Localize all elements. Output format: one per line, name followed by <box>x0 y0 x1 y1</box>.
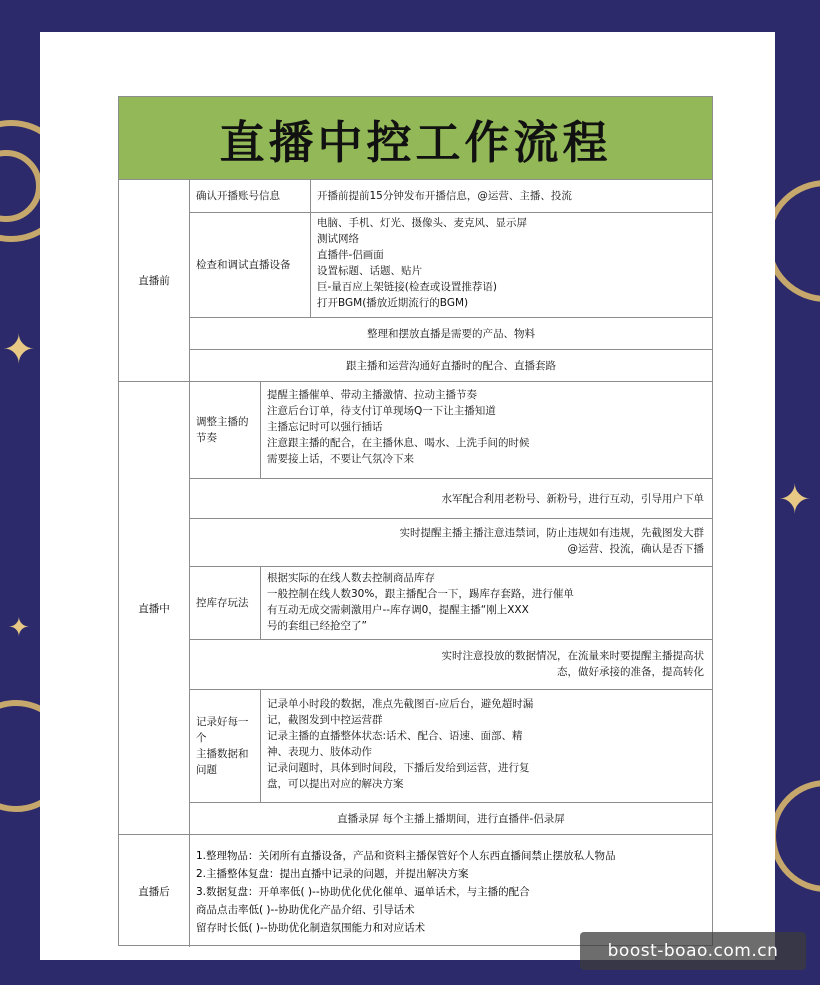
sparkle-icon: ✦ <box>778 477 812 523</box>
cell-text: 巨-量百应上架链接(检查或设置推荐语) <box>317 280 497 293</box>
cell-text: 直播伴-侣画面 <box>317 248 384 261</box>
sub-label <box>190 690 261 802</box>
phase-label-during: 直播中 <box>119 382 190 834</box>
phase-before <box>119 180 712 382</box>
cell-text: 测试网络 <box>317 232 359 245</box>
cell-text: 1.整理物品：关闭所有直播设备，产品和资料主播保管好个人东西直播间禁止摆放私人物品 <box>196 850 616 862</box>
cell-text: 注意后台订单，待支付订单现场Q一下让主播知道 <box>267 405 496 417</box>
watermark: boost-boao.com.cn <box>580 932 806 970</box>
cell-text: 打开BGM(播放近期流行的BGM) <box>317 296 469 309</box>
sub-label <box>190 382 261 478</box>
sparkle-icon: ✦ <box>8 613 30 643</box>
cell-text: @运营、投流，确认是否下播 <box>567 543 704 555</box>
cell-text: 直播录屏 每个主播上播期间，进行直播伴-侣录屏 <box>337 812 565 825</box>
cell-text: 主播忘记时可以强行插话 <box>267 421 383 433</box>
sub-label-line: 个 <box>196 732 207 744</box>
phase-after <box>119 835 712 947</box>
workflow-table <box>118 96 713 946</box>
sub-label: 控库存玩法 <box>190 567 261 639</box>
cell-text: 水军配合利用老粉号、新粉号，进行互动，引导用户下单 <box>441 492 704 505</box>
cell-text: 号的套组已经抢空了” <box>267 620 367 632</box>
cell-text: 跟主播和运营沟通好直播时的配合、直播套路 <box>346 359 556 372</box>
cell-text: 记录问题时，具体到时间段，下播后发给到运营，进行复 <box>267 762 530 774</box>
row-record-data <box>190 690 712 803</box>
cell-text: 实时提醒主播主播注意违禁词，防止违规如有违规，先截图发大群 <box>399 527 704 539</box>
decorative-ring <box>770 780 820 892</box>
row-products <box>190 318 712 350</box>
cell-text: 需要接上话，不要让气氛冷下来 <box>267 453 414 465</box>
phase-label-after: 直播后 <box>119 835 190 947</box>
cell-text: 记录主播的直播整体状态:话术、配合、语速、面部、精 <box>267 730 523 742</box>
cell-text: 注意跟主播的配合，在主播休息、喝水、上洗手间的时候 <box>267 437 530 449</box>
cell-text: 3.数据复盘：开单率低( )--协助优化优化催单、逼单话术，与主播的配合 <box>196 886 530 898</box>
cell-text: 记录单小时段的数据，准点先截图百-应后台，避免超时漏 <box>267 698 534 710</box>
cell-text: 留存时长低( )--协助优化制造氛围能力和对应话术 <box>196 922 426 934</box>
cell-text: 有互动无成交需刺激用户--库存调0，提醒主播“刚上XXX <box>267 604 529 616</box>
sub-label: 检查和调试直播设备 <box>190 213 311 317</box>
sub-label-line: 节奏 <box>196 432 217 444</box>
row-communication <box>190 350 712 381</box>
cell-text: 提醒主播催单、带动主播激情、拉动主播节奏 <box>267 389 477 401</box>
cell-text: 根据实际的在线人数去控制商品库存 <box>267 572 435 584</box>
cell-text: 整理和摆放直播是需要的产品、物料 <box>367 327 535 340</box>
row-fan-accounts <box>190 479 712 519</box>
sparkle-icon: ✦ <box>2 327 36 373</box>
page-title: 直播中控工作流程 <box>219 115 612 169</box>
phase-label-before: 直播前 <box>119 180 190 381</box>
title-bar <box>119 97 712 180</box>
sub-label-line: 调整主播的 <box>196 416 249 428</box>
cell-text: 2.主播整体复盘：提出直播中记录的问题，并提出解决方案 <box>196 868 469 880</box>
after-review <box>190 835 712 939</box>
cell-text: 实时注意投放的数据情况，在流量来时要提醒主播提高状 <box>441 650 704 662</box>
sub-label-line: 问题 <box>196 764 217 776</box>
document-sheet <box>40 32 775 960</box>
row-ad-data <box>190 640 712 690</box>
cell-text: 一般控制在线人数30%，跟主播配合一下，踢库存套路，进行催单 <box>267 588 574 600</box>
cell-text: 电脑、手机、灯光、摄像头、麦克风、显示屏 <box>317 216 527 229</box>
row-forbidden-words <box>190 519 712 567</box>
cell-text: 盘，可以提出对应的解决方案 <box>267 778 404 790</box>
phase-during <box>119 382 712 835</box>
row-device-check <box>190 213 712 318</box>
cell-text: 态，做好承接的准备，提高转化 <box>557 666 704 678</box>
row-account-check <box>190 180 712 213</box>
cell-text: 神、表现力、肢体动作 <box>267 746 372 758</box>
cell-text: 设置标题、话题、贴片 <box>317 264 422 277</box>
sub-label-line: 主播数据和 <box>196 748 249 760</box>
row-rhythm <box>190 382 712 479</box>
cell-text: 开播前提前15分钟发布开播信息，@运营、主播、投流 <box>317 189 572 202</box>
cell-text: 记，截图发到中控运营群 <box>267 714 383 726</box>
row-screen-recording <box>190 803 712 834</box>
sub-label: 确认开播账号信息 <box>190 180 311 212</box>
sub-label-line: 记录好每一 <box>196 716 249 728</box>
cell-text: 商品点击率低( )--协助优化产品介绍、引导话术 <box>196 904 415 916</box>
row-stock-control <box>190 567 712 640</box>
